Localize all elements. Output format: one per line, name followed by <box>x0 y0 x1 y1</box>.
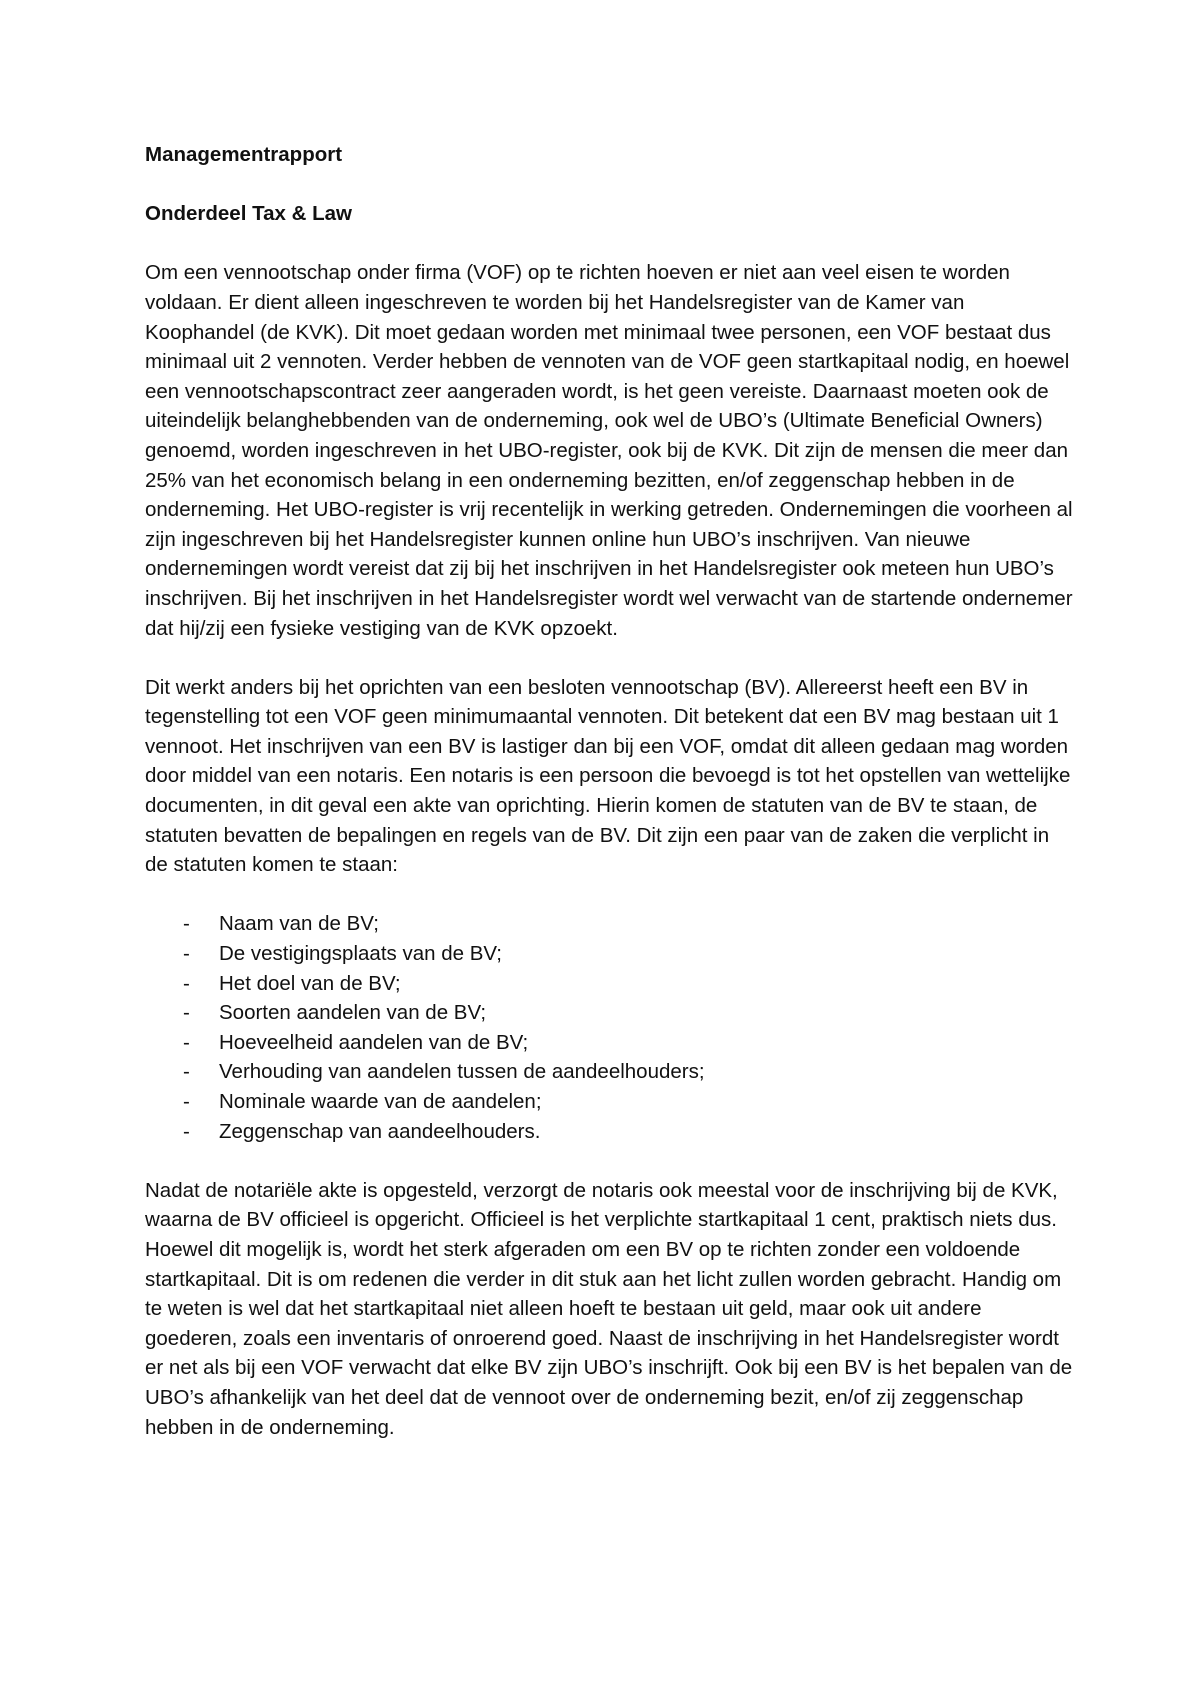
list-item: - De vestigingsplaats van de BV; <box>145 939 1075 969</box>
section-heading: Onderdeel Tax & Law <box>145 202 352 226</box>
document-page <box>145 140 1075 1472</box>
list-dash: - <box>183 942 190 966</box>
list-dash: - <box>183 912 190 936</box>
list-item: - Zeggenschap van aandeelhouders. <box>145 1117 1075 1147</box>
list-dash: - <box>183 1001 190 1025</box>
list-dash: - <box>183 1090 190 1113</box>
list-dash: - <box>183 1119 190 1143</box>
list-item: - Nominale waarde van de aandelen; <box>145 1087 1075 1117</box>
list-item: - Het doel van de BV; <box>145 969 1075 999</box>
list-dash: - <box>183 1030 190 1054</box>
list-dash: - <box>183 971 190 995</box>
list-item: - Naam van de BV; <box>145 909 1075 939</box>
list-item: - Soorten aandelen van de BV; <box>145 998 1075 1028</box>
list-item: - Hoeveelheid aandelen van de BV; <box>145 1028 1075 1058</box>
list-item: - Verhouding van aandelen tussen de aandeelhouders; <box>145 1057 1075 1087</box>
paragraph-notaris: Nadat de notariële akte is opgesteld, verzorgt de notaris ook meestal voor de inschrijving bij de KVK, waarna de BV officieel is opgericht. Officieel is het verplichte startkapitaal 1 cent, praktisch niets dus. Hoewel dit mogelijk is, wordt het sterk afgeraden om een BV op te richten zonder een voldoende startkapitaal. Dit is om redenen die verder in dit stuk aan het licht zullen worden gebracht. Handig om te weten is wel dat het startkapitaal niet alleen hoeft te bestaan uit geld, maar ook uit andere goederen, zoals een inventaris of onroerend goed. Naast de inschrijving in het Handelsregister wordt er net als bij een VOF verwacht dat elke BV zijn UBO’s inschrijft. Ook bij een BV is het bepalen van de UBO’s afhankelijk van het deel dat de vennoot over de onderneming bezit, en/of zij zeggenschap hebben in de onderneming. <box>145 1178 1073 1439</box>
paragraph-bv: Dit werkt anders bij het oprichten van een besloten vennootschap (BV). Allereerst heeft een BV in tegenstelling tot een VOF geen minimumaantal vennoten. Dit betekent dat een BV mag bestaan uit 1 vennoot. Het inschrijven van een BV is lastiger dan bij een VOF, omdat dit alleen gedaan mag worden door middel van een notaris. Een notaris is een persoon die bevoegd is tot het opstellen van wettelijke documenten, in dit geval een akte van oprichting. Hierin komen de statuten van de BV te staan, de statuten bevatten de bepalingen en regels van de BV. Dit zijn een paar van de zaken die verplicht in de statuten komen te staan: <box>145 675 1071 877</box>
list-dash: - <box>183 1060 190 1084</box>
statuten-list <box>145 909 1075 1146</box>
paragraph-vof: Om een vennootschap onder firma (VOF) op te richten hoeven er niet aan veel eisen te worden voldaan. Er dient alleen ingeschreven te worden bij het Handelsregister van de Kamer van Koophandel (de KVK). Dit moet gedaan worden met minimaal twee personen, een VOF bestaat dus minimaal uit 2 vennoten. Verder hebben de vennoten van de VOF geen startkapitaal nodig, en hoewel een vennootschapscontract zeer aangeraden wordt, is het geen vereiste. Daarnaast moeten ook de uiteindelijk belanghebbenden van de onderneming, ook wel de UBO’s (Ultimate Beneficial Owners) genoemd, worden ingeschreven in het UBO-register, ook bij de KVK. Dit zijn de mensen die meer dan 25% van het economisch belang in een onderneming bezitten, en/of zeggenschap hebben in de onderneming. Het UBO-register is vrij recentelijk in werking getreden. Ondernemingen die voorheen al zijn ingeschreven bij het Handelsregister kunnen online hun UBO’s inschrijven. Van nieuwe ondernemingen wordt vereist dat zij bij het inschrijven in het Handelsregister ook meteen hun UBO’s inschrijven. Bij het inschrijven in het Handelsregister wordt wel verwacht van de startende ondernemer dat hij/zij een fysieke vestiging van de KVK opzoekt. <box>145 261 1073 640</box>
document-title: Managementrapport <box>145 143 343 166</box>
